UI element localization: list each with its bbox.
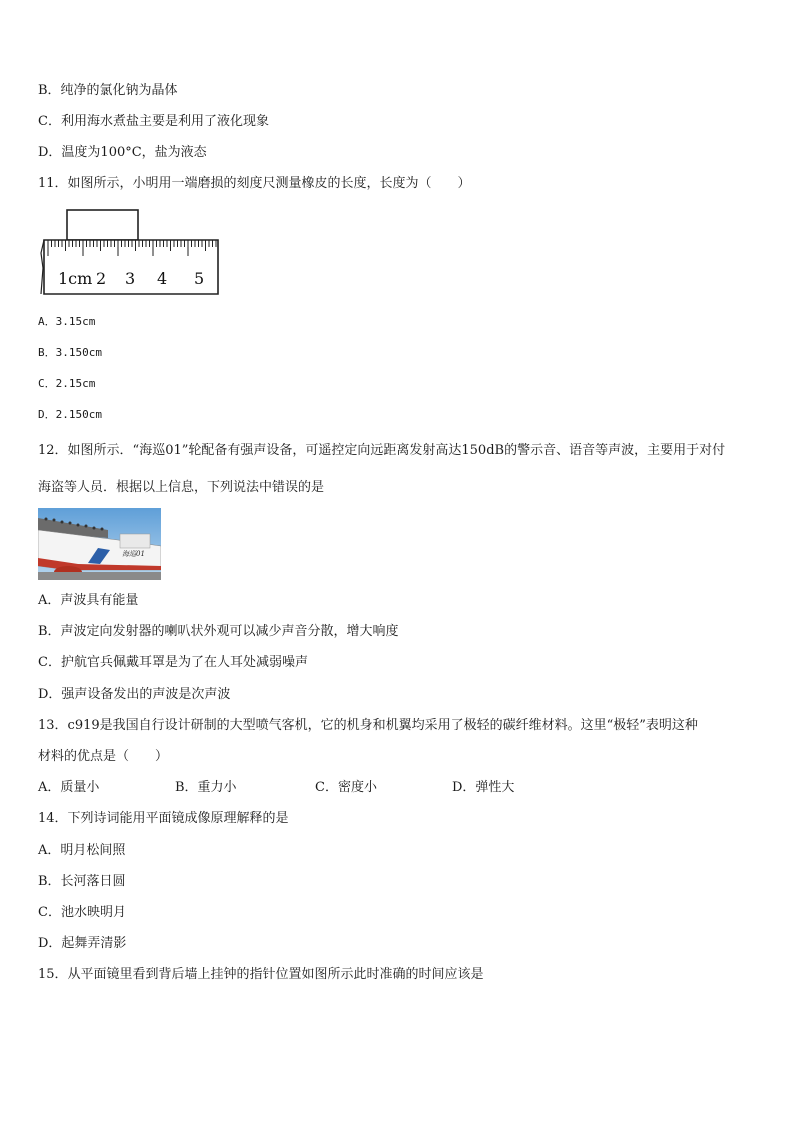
q13-option-d: D．弹性大: [452, 780, 515, 795]
q10-option-d: D．温度为100°C，盐为液态: [38, 145, 207, 160]
q11-option-a: A．3.15cm: [38, 315, 96, 328]
q11-option-d: D．2.150cm: [38, 408, 102, 421]
q13-option-a: A．质量小: [38, 780, 100, 795]
q10-option-c: C．利用海水煮盐主要是利用了液化现象: [38, 114, 269, 129]
q14-option-b: B．长河落日圆: [38, 874, 126, 889]
ship-photo: [38, 508, 161, 580]
ruler-label-1cm: 1cm: [58, 269, 93, 288]
ruler-label-2: 2: [96, 269, 107, 288]
q11-stem: 11．如图所示，小明用一端磨损的刻度尺测量橡皮的长度，长度为（ ）: [38, 176, 471, 191]
q12-option-a: A．声波具有能量: [38, 593, 139, 608]
q14-stem: 14．下列诗词能用平面镜成像原理解释的是: [38, 811, 289, 826]
q12-option-c: C．护航官兵佩戴耳罩是为了在人耳处减弱噪声: [38, 655, 308, 670]
q13-option-b: B．重力小: [175, 780, 237, 795]
ruler-figure: [38, 208, 223, 298]
q12-stem-line1: 12．如图所示．“海巡01”轮配备有强声设备，可遥控定向远距离发射高达150dB的警示音、语音等声波，主要用于对付: [38, 443, 726, 458]
q12-stem-line2: 海盗等人员．根据以上信息，下列说法中错误的是: [38, 480, 325, 495]
q11-option-c: C．2.15cm: [38, 377, 96, 390]
ship-label: 海巡01: [122, 550, 145, 558]
q15-stem: 15．从平面镜里看到背后墙上挂钟的指针位置如图所示此时准确的时间应该是: [38, 967, 484, 982]
q13-option-c: C．密度小: [315, 780, 377, 795]
q11-option-b: B．3.150cm: [38, 346, 102, 359]
q13-stem-line1: 13．c919是我国自行设计研制的大型喷气客机，它的机身和机翼均采用了极轻的碳纤维材料。这里“极轻”表明这种: [38, 718, 698, 733]
q14-option-a: A．明月松间照: [38, 843, 126, 858]
ruler-label-3: 3: [125, 269, 136, 288]
eraser: [67, 210, 138, 240]
ruler-label-5: 5: [194, 269, 205, 288]
q12-option-d: D．强声设备发出的声波是次声波: [38, 687, 231, 702]
q14-option-d: D．起舞弄清影: [38, 936, 127, 951]
q10-option-b: B．纯净的氯化钠为晶体: [38, 83, 178, 98]
q12-option-b: B．声波定向发射器的喇叭状外观可以减少声音分散，增大响度: [38, 624, 399, 639]
q13-stem-line2: 材料的优点是（ ）: [38, 749, 169, 764]
q14-option-c: C．池水映明月: [38, 905, 126, 920]
ruler-label-4: 4: [157, 269, 168, 288]
